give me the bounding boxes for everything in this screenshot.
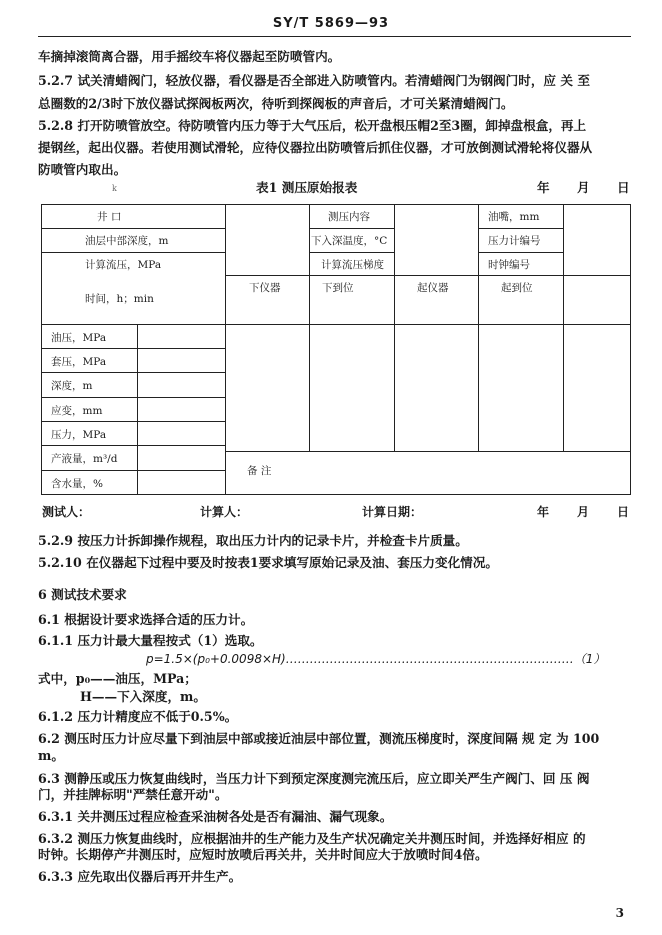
formula-where-1: 式中，p₀——油压，MPa；	[38, 671, 197, 686]
table-date-month: 月	[577, 180, 590, 195]
intro-line: 车摘掉滚筒离合器，用手摇绞车将仪器起至防喷管内。	[38, 49, 341, 64]
formula-1: p=1.5×(p₀+0.0098×H)………………………………………………………………（1）	[146, 652, 606, 666]
clause-6-3-1: 6.3.1 关井测压过程应检查采油树各处是否有漏油、漏气现象。	[38, 809, 393, 824]
clause-5-2-8-line1: 5.2.8 打开防喷管放空。待防喷管内压力等于大气压后，松开盘根压帽2至3圈，卸掉盘根盒，再上	[38, 118, 587, 133]
cell-calc-pressure: 计算流压，MPa	[85, 259, 162, 271]
clause-5-2-8-line3: 防喷管内取出。	[38, 162, 127, 177]
cell-row-pressure: 压力，MPa	[51, 429, 107, 441]
cell-up-position: 起到位	[501, 282, 533, 294]
footer-day: 日	[617, 505, 630, 519]
clause-6-3-line1: 6.3 测静压或压力恢复曲线时，当压力计下到预定深度测完流压后，应立即关严生产阀门、回 压 阀	[38, 771, 590, 786]
clause-5-2-7-line2: 总圈数的2/3时下放仪器试探阀板两次，待听到探阀板的声音后，才可关紧清蜡阀门。	[38, 96, 514, 111]
table-date-day: 日	[617, 180, 630, 195]
clause-6-3-line2: 门，并挂牌标明"严禁任意开动"。	[38, 787, 228, 802]
stray-mark: k	[112, 184, 117, 193]
table-date-year: 年	[537, 180, 550, 195]
formula-where-2: H——下入深度，m。	[80, 689, 206, 704]
clause-6-1-2: 6.1.2 压力计精度应不低于0.5%。	[38, 709, 238, 724]
cell-nozzle: 油嘴，mm	[488, 211, 540, 223]
cell-layer-depth: 油层中部深度，m	[85, 235, 169, 247]
cell-up-instrument: 起仪器	[417, 282, 449, 294]
cell-depth-temp: 下入深温度，°C	[311, 235, 388, 247]
clause-5-2-7-line1: 5.2.7 试关清蜡阀门，轻放仪器，看仪器是否全部进入防喷管内。若清蜡阀门为钢阀门时，应 关 至	[38, 73, 590, 88]
clause-5-2-9: 5.2.9 按压力计拆卸操作规程，取出压力计内的记录卡片，并检查卡片质量。	[38, 533, 468, 548]
clause-6-2-line2: m。	[38, 748, 64, 763]
cell-row-strain: 应变，mm	[51, 405, 103, 417]
clause-6-1: 6.1 根据设计要求选择合适的压力计。	[38, 612, 254, 627]
cell-row-casing-pressure: 套压，MPa	[51, 356, 107, 368]
clause-5-2-8-line2: 提钢丝，起出仪器。若使用测试滑轮，应待仪器拉出防喷管后抓住仪器，才可放倒测试滑轮将仪器从	[38, 140, 593, 155]
header-rule	[38, 36, 631, 37]
cell-gradient: 计算流压梯度	[321, 259, 384, 271]
clause-6-1-1: 6.1.1 压力计最大量程按式（1）选取。	[38, 633, 263, 648]
cell-clock-no: 时钟编号	[488, 259, 530, 271]
cell-remark: 备 注	[247, 465, 272, 477]
table-title: 表1 测压原始报表	[256, 180, 358, 195]
cell-row-liquid-output: 产液量，m³/d	[51, 453, 118, 465]
footer-month: 月	[577, 505, 590, 519]
cell-time: 时间，h；min	[85, 293, 154, 305]
section-6-heading: 6 测试技术要求	[38, 587, 127, 602]
cell-row-oil-pressure: 油压，MPa	[51, 332, 107, 344]
clause-6-3-2-line2: 时钟。长期停产井测压时，应短时放喷后再关井，关井时间应大于放喷时间4倍。	[38, 847, 488, 862]
cell-down-instrument: 下仪器	[249, 282, 281, 294]
clause-6-3-3: 6.3.3 应先取出仪器后再开井生产。	[38, 869, 242, 884]
clause-6-3-2-line1: 6.3.2 测压力恢复曲线时，应根据油井的生产能力及生产状况确定关井测压时间，并选择好相应 的	[38, 831, 586, 846]
cell-row-water-cut: 含水量，%	[51, 478, 103, 490]
page-number: 3	[615, 906, 624, 920]
footer-year: 年	[537, 505, 550, 519]
document-header: SY/T 5869—93	[272, 16, 390, 31]
clause-5-2-10: 5.2.10 在仪器起下过程中要及时按表1要求填写原始记录及油、套压力变化情况。	[38, 555, 498, 570]
cell-down-position: 下到位	[322, 282, 354, 294]
footer-calc-date: 计算日期：	[362, 505, 423, 519]
cell-row-depth: 深度，m	[51, 380, 93, 392]
pressure-record-table	[41, 204, 631, 495]
clause-6-2-line1: 6.2 测压时压力计应尽量下到油层中部或接近油层中部位置，测流压梯度时，深度间隔 规 定 为 100	[38, 731, 600, 746]
cell-test-content: 测压内容	[328, 211, 370, 223]
footer-calculator: 计算人：	[200, 505, 249, 519]
cell-well: 井 口	[97, 211, 122, 223]
cell-gauge-no: 压力计编号	[488, 235, 541, 247]
footer-tester: 测试人：	[42, 505, 91, 519]
